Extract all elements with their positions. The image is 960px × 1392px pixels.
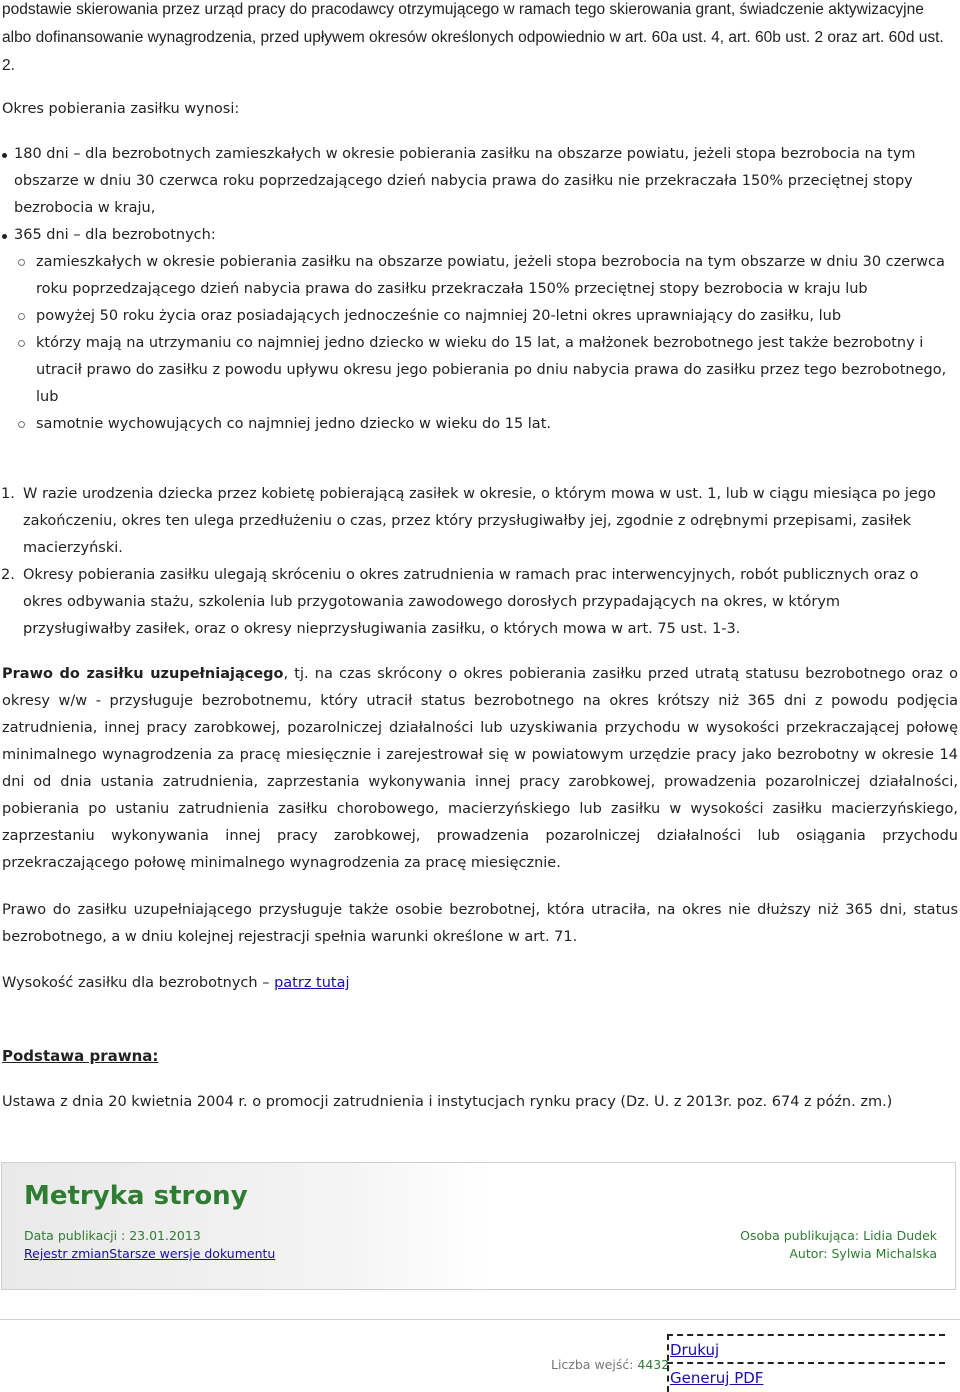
list-item — [0, 222, 950, 438]
prawo2-paragraph: Prawo do zasiłku uzupełniającego przysługuje także osobie bezrobotnej, która utraciła, na okres nie dłuższy niż 365 dni, status bezrobotnego, a w dniu kolejnej rejestracji spełnia warunki określone w art. 71. — [2, 902, 958, 945]
wysokosc-link[interactable]: patrz tutaj — [274, 975, 350, 991]
metadata-right — [740, 1227, 937, 1263]
visit-counter-value: 4432 — [637, 1357, 670, 1372]
top-paragraph: podstawie skierowania przez urząd pracy do pracodawcy otrzymującego w ramach tego skierowania grant, świadczenie aktywizacyjne albo dofinansowanie wynagrodzenia, przed upływem okresów określonych odpowiednio w art. 60a ust. 4, art. 60b ust. 2 oraz art. 60d ust. 2. — [2, 1, 944, 74]
prawo-paragraph — [2, 661, 958, 877]
numbered-item — [0, 481, 950, 562]
rejestr-zmian-link[interactable]: Rejestr zmian — [24, 1246, 110, 1261]
prawo-body: , tj. na czas skrócony o okres pobierania zasiłku przed utratą statusu bezrobotnego oraz o okresy w/w - przysługuje bezrobotnemu, który utracił status bezrobotnego na okres krótszy niż 365 dni z powodu podjęcia zatrudnienia, innej pracy zarobkowej, pozarolniczej działalności lub uzyskiwania przychodu w wysokości przekraczającej połowę minimalnego wynagrodzenia za pracę miesięcznie i zarejestrował się w powiatowym urzędzie pracy jako bezrobotny w okresie 14 dni od dnia ustania zatrudnienia, zaprzestania wykonywania innej pracy zarobkowej, prowadzenia pozarolniczej działalności, pobierania po ustaniu zatrudnienia zasiłku chorobowego, macierzyńskiego lub zasiłku w wysokości zasiłku macierzyńskiego, zaprzestaniu wykonywania innej pracy zarobkowej, prowadzenia pozarolniczej działalności lub osiągania przychodu przekraczającego połowę minimalnego wynagrodzenia za pracę miesięcznie. — [2, 666, 958, 871]
author: Autor: Sylwia Michalska — [789, 1246, 937, 1261]
list-item-text: 365 dni – dla bezrobotnych: — [14, 227, 216, 243]
list-item — [0, 141, 950, 222]
metadata-left — [24, 1227, 275, 1263]
bullet-icon — [2, 234, 7, 239]
sub-list-item — [14, 303, 950, 330]
circle-bullet-icon — [18, 421, 25, 428]
intro-text: Okres pobierania zasiłku wynosi: — [2, 101, 240, 117]
visit-counter — [551, 1357, 669, 1372]
list-item-text: 180 dni – dla bezrobotnych zamieszkałych w okresie pobierania zasiłku na obszarze powiatu, jeżeli stopa bezrobocia na tym obszarze w dniu 30 czerwca roku poprzedzającego dzień nabycia prawa do zasiłku nie przekraczała 150% przeciętnej stopy bezrobocia w kraju, — [14, 146, 916, 216]
metadata-title: Metryka strony — [24, 1181, 248, 1211]
sub-bullet-list — [14, 249, 950, 438]
visit-counter-label: Liczba wejść: — [551, 1357, 638, 1372]
bullet-list — [0, 141, 950, 438]
wysokosc-text: Wysokość zasiłku dla bezrobotnych – — [2, 975, 275, 991]
numbered-item-text: Okresy pobierania zasiłku ulegają skróceniu o okres zatrudnienia w ramach prac interwencyjnych, robót publicznych oraz o okres odbywania stażu, szkolenia lub przygotowania zawodowego dorosłych przypadających na okres, w którym przysługiwałby zasiłek, oraz o okresy nieprzysługiwania zasiłku, o których mowa w art. 75 ust. 1-3. — [23, 567, 919, 637]
metadata-links — [24, 1245, 275, 1263]
starsze-wersje-link[interactable]: Starsze wersje dokumentu — [109, 1246, 276, 1261]
numbered-list — [0, 481, 950, 643]
numbered-item-text: W razie urodzenia dziecka przez kobietę pobierającą zasiłek w okresie, o którym mowa w ust. 1, lub w ciągu miesiąca po jego zakończeniu, okres ten ulega przedłużeniu o czas, przez który przysługiwałby jej, zgodnie z odrębnymi przepisami, zasiłek macierzyński. — [23, 486, 936, 556]
publisher: Osoba publikująca: Lidia Dudek — [740, 1228, 937, 1243]
sub-list-item-text: którzy mają na utrzymaniu co najmniej jedno dziecko w wieku do 15 lat, a małżonek bezrobotnego jest także bezrobotny i utracił prawo do zasiłku z powodu upływu okresu jego pobierania po dniu nabycia prawa do zasiłku przez tego bezrobotnego, lub — [36, 335, 947, 405]
sub-list-item — [14, 411, 950, 438]
wysokosc-paragraph — [2, 970, 350, 997]
circle-bullet-icon — [18, 340, 25, 347]
publication-date: Data publikacji : 23.01.2013 — [24, 1228, 201, 1243]
item-number: 1. — [1, 486, 15, 502]
podstawa-heading: Podstawa prawna: — [2, 1047, 159, 1065]
sub-list-item-text: powyżej 50 roku życia oraz posiadających jednocześnie co najmniej 20-letni okres uprawniający do zasiłku, lub — [36, 308, 842, 324]
sub-list-item — [14, 249, 950, 303]
circle-bullet-icon — [18, 259, 25, 266]
item-number: 2. — [1, 567, 15, 583]
numbered-item — [0, 562, 950, 643]
metadata-panel — [1, 1162, 956, 1290]
sub-list-item-text: samotnie wychowujących co najmniej jedno dziecko w wieku do 15 lat. — [36, 416, 551, 432]
ustawa-text: Ustawa z dnia 20 kwietnia 2004 r. o promocji zatrudnienia i instytucjach rynku pracy (Dz. U. z 2013r. poz. 674 z późn. zm.) — [2, 1094, 893, 1110]
sub-list-item-text: zamieszkałych w okresie pobierania zasiłku na obszarze powiatu, jeżeli stopa bezrobocia na tym obszarze w dniu 30 czerwca roku poprzedzającego dzień nabycia prawa do zasiłku przekraczała 150% przeciętnej stopy bezrobocia w kraju lub — [36, 254, 945, 297]
bullet-icon — [2, 153, 7, 158]
prawo-bold-lead: Prawo do zasiłku uzupełniającego — [2, 666, 284, 682]
footer-divider — [0, 1319, 960, 1320]
footer-actions — [670, 1336, 763, 1392]
generate-pdf-link[interactable]: Generuj PDF — [670, 1369, 764, 1387]
circle-bullet-icon — [18, 313, 25, 320]
sub-list-item — [14, 330, 950, 411]
print-link[interactable]: Drukuj — [670, 1341, 720, 1359]
